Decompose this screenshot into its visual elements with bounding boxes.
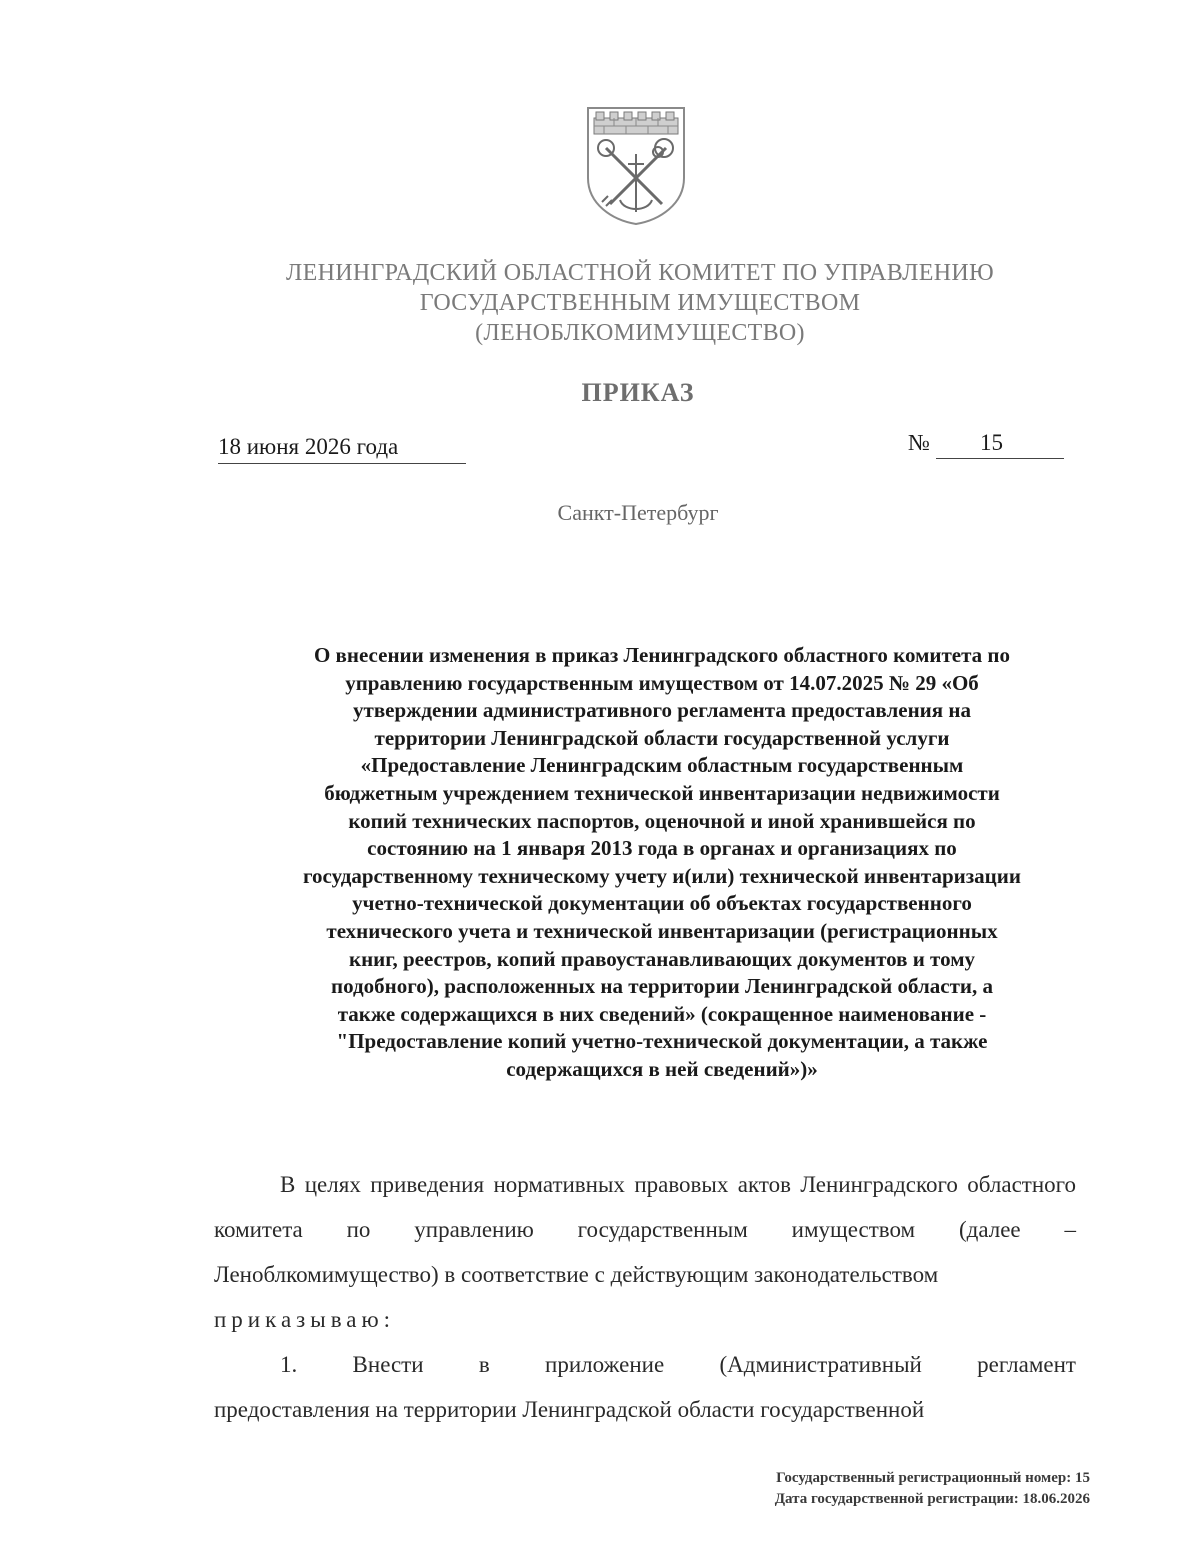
title-line: территории Ленинградской области государственной услуги [374, 725, 950, 750]
leningrad-oblast-coat-of-arms-icon [584, 104, 688, 226]
title-line: "Предоставление копий учетно-технической документации, а также [336, 1029, 988, 1054]
registration-number: Государственный регистрационный номер: 15 [776, 1470, 1090, 1486]
document-number [908, 428, 1068, 459]
title-line: содержащихся в ней сведений»)» [506, 1056, 818, 1081]
organization-name [200, 258, 1080, 348]
document-title [200, 642, 1124, 1084]
number-value: 15 [936, 428, 1064, 459]
title-line: технического учета и технической инвентаризации (регистрационных [326, 918, 998, 943]
title-line: управлению государственным имуществом от 14.07.2025 № 29 «Об [345, 670, 979, 695]
title-line: «Предоставление Ленинградским областным государственным [360, 753, 964, 778]
order-item-word: в [478, 1352, 490, 1377]
title-line: книг, реестров, копий правоустанавливающих документов и тому [348, 946, 975, 971]
order-item-word: 1. [280, 1352, 298, 1377]
order-word: приказываю: [214, 1307, 396, 1332]
title-line: также содержащихся в них сведений» (сокращенное наименование - [337, 1001, 987, 1026]
registration-info [650, 1468, 1090, 1510]
title-line: копий технических паспортов, оценочной и иной хранившейся по [348, 808, 976, 833]
document-date: 18 июня 2026 года [218, 432, 466, 464]
title-line: О внесении изменения в приказ Ленинградского областного комитета по [313, 643, 1011, 667]
document-city: Санкт-Петербург [557, 500, 719, 525]
title-line: утверждении административного регламента предоставления на [353, 698, 971, 723]
title-line: государственному техническому учету и(или) технической инвентаризации [303, 863, 1021, 888]
document-type: ПРИКАЗ [581, 378, 695, 407]
organization-name-line: ЛЕНИНГРАДСКИЙ ОБЛАСТНОЙ КОМИТЕТ ПО УПРАВЛЕНИЮ [286, 260, 994, 286]
order-item-word: (Административный [719, 1352, 922, 1377]
order-item-word: Внести [352, 1352, 424, 1377]
order-item-word: регламент [977, 1352, 1076, 1377]
title-line: учетно-технической документации об объектах государственного [352, 891, 972, 916]
title-line: бюджетным учреждением технической инвентаризации недвижимости [324, 780, 1000, 805]
document-body [214, 1162, 1076, 1432]
order-item-1 [214, 1342, 1076, 1387]
order-item-word: приложение [545, 1352, 665, 1377]
title-line: подобного), расположенных на территории Ленинградской области, а [331, 974, 993, 999]
organization-name-line: ГОСУДАРСТВЕННЫМ ИМУЩЕСТВОМ [419, 290, 861, 316]
preamble-paragraph: В целях приведения нормативных правовых актов Ленинградского областного комитета по управлению государственным имуществом (далее – Леноблкомимущество) в соответствие с действующим законодательством [214, 1172, 1076, 1287]
organization-abbreviation: (ЛЕНОБЛКОМИМУЩЕСТВО) [475, 320, 805, 346]
title-line: состоянию на 1 января 2013 года в органах и организациях по [367, 836, 957, 861]
number-sign: № [908, 430, 930, 455]
registration-date: Дата государственной регистрации: 18.06.2026 [774, 1491, 1090, 1507]
order-item-1-continuation: предоставления на территории Ленинградской области государственной [214, 1397, 925, 1422]
